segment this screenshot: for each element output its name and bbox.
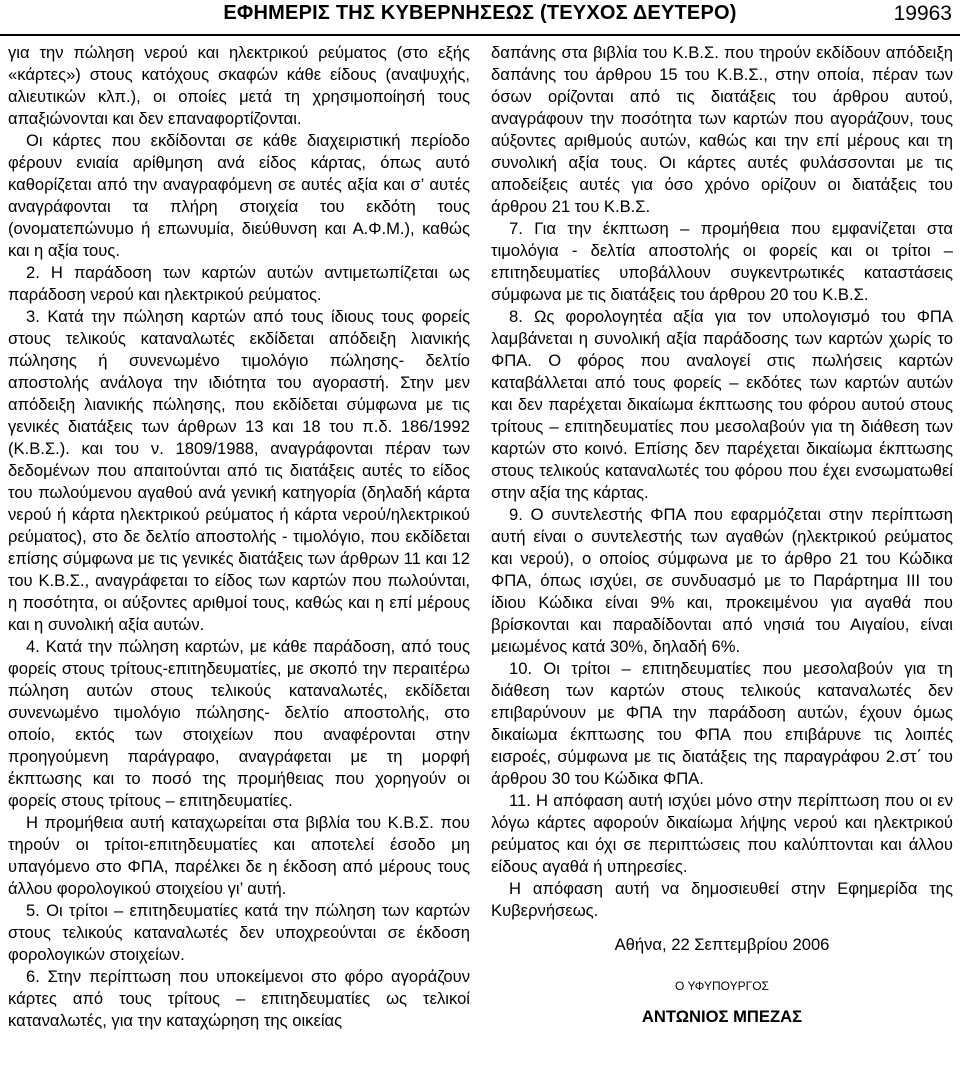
- page-number: 19963: [893, 2, 952, 25]
- paragraph-continuation: για την πώληση νερού και ηλεκτρικού ρεύματος (στο εξής «κάρτες») στους κατόχους σκαφών κάθε είδους (αναψυχής, αλιευτικών κλπ.), οι οποίες μετά τη χρησιμοποίησή τους απαξιώνονται και δεν επαναφορτίζονται.: [8, 43, 470, 128]
- place-date: Αθήνα, 22 Σεπτεμβρίου 2006: [614, 935, 830, 954]
- paragraph-4: 4. Κατά την πώληση καρτών, με κάθε παράδοση, από τους φορείς στους τρίτους-επιτηδευματίες, με σκοπό την περαιτέρω πώληση αυτών στους τελικούς καταναλωτές, εκδίδεται συνενωμένο τιμολόγιο πώλησης- δελτίο αποστολής, στο οποίο, εκτός των στοιχείων που αναφέρονται στην προηγούμενη παράγραφο, αναγράφεται με τη μορφή έκπτωσης και το ποσό της προμήθειας που χορηγούν οι φορείς στους τρίτους – επιτηδευματίες.: [8, 637, 470, 810]
- paragraph-cards-numbering: Οι κάρτες που εκδίδονται σε κάθε διαχειριστική περίοδο φέρουν ενιαία αρίθμηση ανά είδος κάρτας, όπως αυτό καθορίζεται από την αναγραφόμενη σε αυτές αξία και σ’ αυτές αναγράφονται τα πλήρη στοιχεία του εκδότη τους (ονοματεπώνυμο ή επωνυμία, διεύθυνση και Α.Φ.Μ.), καθώς και η αξία τους.: [8, 131, 470, 260]
- gazette-title: ΕΦΗΜΕΡΙΣ ΤΗΣ ΚΥΒΕΡΝΗΣΕΩΣ (ΤΕΥΧΟΣ ΔΕΥΤΕΡΟ): [223, 2, 737, 24]
- paragraph-6: 6. Στην περίπτωση που υποκείμενοι στο φόρο αγοράζουν κάρτες από τους τρίτους – επιτηδευματίες ως τελικοί καταναλωτές, για την καταχώρηση της οικείας: [8, 967, 470, 1030]
- left-column: [8, 42, 470, 1032]
- paragraph-9: 9. Ο συντελεστής ΦΠΑ που εφαρμόζεται στην περίπτωση αυτή είναι ο συντελεστής των αγαθών (ηλεκτρικού ρεύματος και νερού), ο οποίος σύμφωνα με το άρθρο 21 του Κώδικα ΦΠΑ, όπως ισχύει, σε συνδυασμό με το Παράρτημα ΙΙΙ του ίδιου Κώδικα είναι 9% και, προκειμένου για αγαθά που βρίσκονται και παραδίδονται από νησιά του Αιγαίου, είναι μειωμένος κατά 30%, δηλαδή 6%.: [491, 505, 953, 656]
- signatory-name: ΑΝΤΩΝΙΟΣ ΜΠΕΖΑΣ: [641, 1007, 803, 1026]
- signatory-title: Ο ΥΦΥΠΟΥΡΓΟΣ: [675, 979, 769, 993]
- paragraph-2: 2. Η παράδοση των καρτών αυτών αντιμετωπίζεται ως παράδοση νερού και ηλεκτρικού ρεύματος.: [8, 263, 470, 304]
- page-header: [0, 0, 960, 36]
- paragraph-5: 5. Οι τρίτοι – επιτηδευματίες κατά την πώληση των καρτών στους τελικούς καταναλωτές δεν υποχρεούνται σε έκδοση φορολογικών στοιχείων.: [8, 901, 470, 964]
- right-column: [491, 42, 953, 1028]
- paragraph-3: 3. Κατά την πώληση καρτών από τους ίδιους τους φορείς στους τελικούς καταναλωτές εκδίδεται απόδειξη λιανικής πώλησης ή συνενωμένο τιμολόγιο πώλησης- δελτίο αποστολής ανάλογα την ιδιότητα του αγοραστή. Στην μεν απόδειξη λιανικής πώλησης, που εκδίδεται σύμφωνα με τις γενικές διατάξεις των άρθρων 13 και 18 του π.δ. 186/1992 (Κ.Β.Σ.). και του ν. 1809/1988, αναγράφονται πέραν των δεδομένων που απαιτούνται από τις διατάξεις αυτές το είδος του πωλούμενου αγαθού ανά γενική κατηγορία (δηλαδή κάρτα νερού ή κάρτα ηλεκτρικού ρεύματος ή κάρτα νερού/ηλεκτρικού ρεύματος), στο δε δελτίο αποστολής - τιμολόγιο, που εκδίδεται επίσης σύμφωνα με τις γενικές διατάξεις των άρθρων 11 και 12 του Κ.Β.Σ., αναγράφεται το είδος των καρτών που πωλούνται, η ποσότητα, οι αύξοντες αριθμοί τους, καθώς και η επί μέρους και η συνολική αξία αυτών.: [8, 307, 470, 634]
- publication-order: Η απόφαση αυτή να δημοσιευθεί στην Εφημερίδα της Κυβερνήσεως.: [491, 879, 953, 920]
- paragraph-6-continuation: δαπάνης στα βιβλία του Κ.Β.Σ. που τηρούν εκδίδουν απόδειξη δαπάνης του άρθρου 15 του Κ.Β.Σ., στην οποία, πέραν των όσων ορίζονται από τις διατάξεις του άρθρου αυτού, αναγράφουν την ποσότητα των καρτών που αγοράζουν, τους αύξοντες αριθμούς αυτών, καθώς και την επί μέρους και τη συνολική αξία τους. Οι κάρτες αυτές φυλάσσονται με τις αποδείξεις αυτές για όσο χρόνο ορίζουν οι διατάξεις του άρθρου 21 του Κ.Β.Σ.: [491, 43, 953, 216]
- paragraph-8: 8. Ως φορολογητέα αξία για τον υπολογισμό του ΦΠΑ λαμβάνεται η συνολική αξία παράδοσης των καρτών χωρίς το ΦΠΑ. Ο φόρος που αναλογεί στις πωλήσεις καρτών καταβάλλεται από τους φορείς – εκδότες των καρτών αυτών και δεν παρέχεται δικαίωμα έκπτωσης του φόρου αυτού στους τρίτους – επιτηδευματίες που μεσολαβούν για τη διάθεση των καρτών στο κοινό. Επίσης δεν παρέχεται δικαίωμα έκπτωσης στους τελικούς καταναλωτές του φόρου που έχει ενσωματωθεί στην αξία της κάρτας.: [491, 307, 953, 502]
- paragraph-commission: Η προμήθεια αυτή καταχωρείται στα βιβλία του Κ.Β.Σ. που τηρούν οι τρίτοι-επιτηδευματίες και αποτελεί έσοδο μη υπαγόμενο στο ΦΠΑ, παρέλκει δε η έκδοση από μέρους τους άλλου φορολογικού στοιχείου γι’ αυτή.: [8, 813, 470, 898]
- paragraph-10: 10. Οι τρίτοι – επιτηδευματίες που μεσολαβούν για τη διάθεση των καρτών στους τελικούς καταναλωτές δεν επιβαρύνουν με ΦΠΑ την παράδοση αυτών, έχουν όμως δικαίωμα έκπτωσης του ΦΠΑ που επιβάρυνε τις λοιπές εισροές, σύμφωνα με τις διατάξεις της παραγράφου 2.στ΄ του άρθρου 30 του Κώδικα ΦΠΑ.: [491, 659, 953, 788]
- paragraph-11: 11. Η απόφαση αυτή ισχύει μόνο στην περίπτωση που οι εν λόγω κάρτες αφορούν δικαίωμα λήψης νερού και ηλεκτρικού ρεύματος και όχι σε περιπτώσεις που καλύπτονται και άλλου είδους αγαθά ή υπηρεσίες.: [491, 791, 953, 876]
- paragraph-7: 7. Για την έκπτωση – προμήθεια που εμφανίζεται στα τιμολόγια - δελτία αποστολής οι φορείς και οι τρίτοι – επιτηδευματίες υποβάλλουν συγκεντρωτικές καταστάσεις σύμφωνα με τις διατάξεις του άρθρου 20 του Κ.Β.Σ.: [491, 219, 953, 304]
